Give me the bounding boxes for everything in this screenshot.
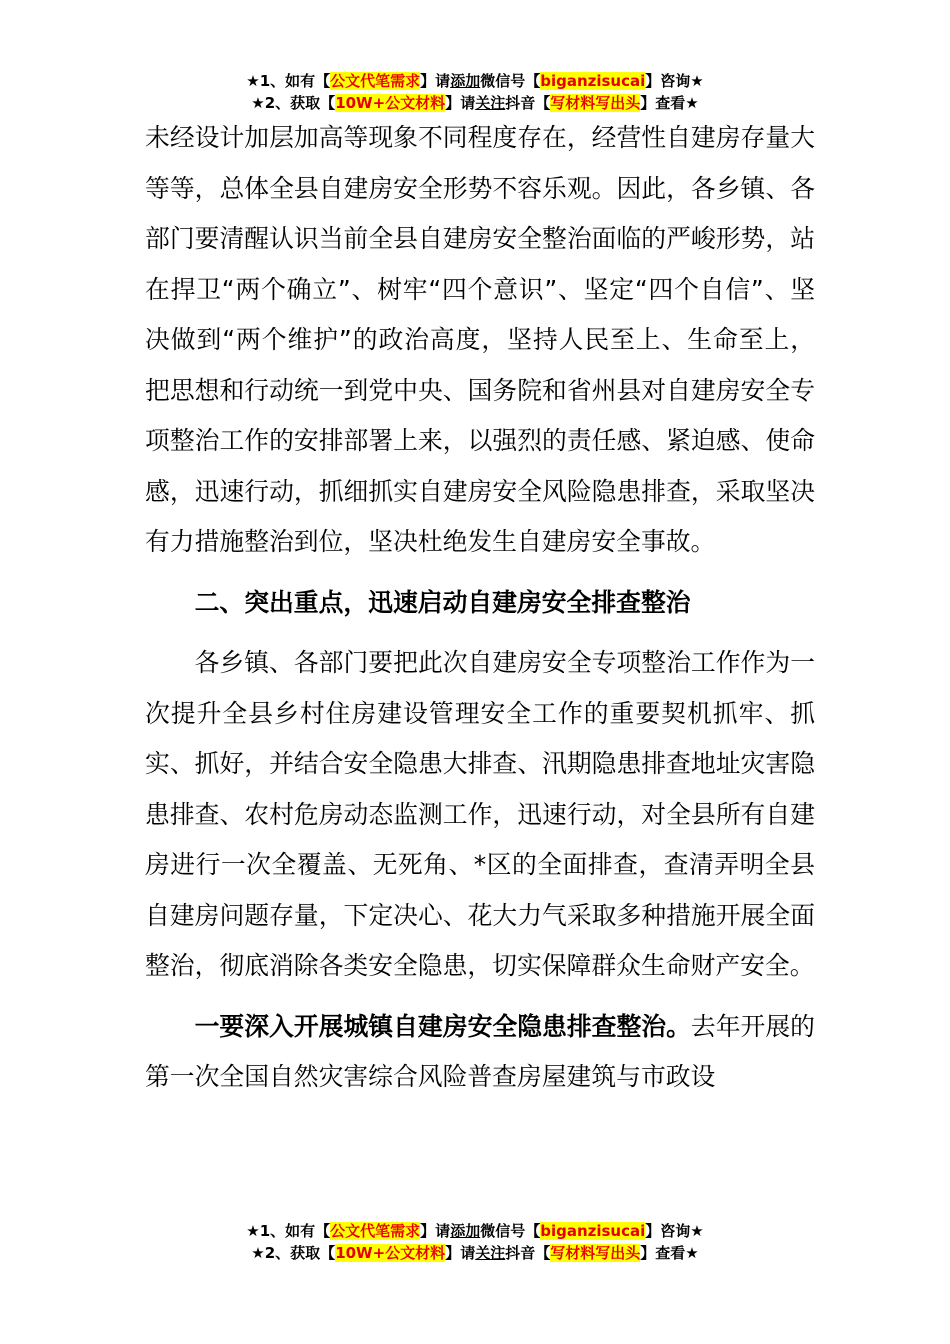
promo-line-2: ★2、获取【10W+公文材料】请关注抖音【写材料写出头】查看★ [251, 1244, 699, 1262]
promo-wechat-id: biganzisucai [540, 72, 646, 90]
paragraph-2: 各乡镇、各部门要把此次自建房安全专项整治工作作为一次提升全县乡村住房建设管理安全工作的重要契机抓牢、抓实、抓好，并结合安全隐患大排查、汛期隐患排查地址灾害隐患排查、农村危房动态监测工作，迅速行动，对全县所有自建房进行一次全覆盖、无死角、*区的全面排查，查清弄明全县自建房问题存量，下定决心、花大力气采取多种措施开展全面整治，彻底消除各类安全隐患，切实保障群众生命财产安全。 [145, 648, 815, 980]
paragraph-3-lead: 一要深入开展城镇自建房安全隐患排查整治。 [194, 1011, 691, 1041]
promo-highlight: 公文代笔需求 [330, 72, 421, 90]
promo-header [0, 70, 950, 114]
promo-line-1: ★1、如有【公文代笔需求】请添加微信号【biganzisucai】咨询★ [246, 72, 704, 90]
promo-footer [0, 1220, 950, 1264]
paragraph-3-text: 去年开展的第一次全国自然灾害综合风险普查房屋建筑与市政设 [145, 1011, 815, 1091]
paragraph-3 [145, 1002, 815, 1103]
section-heading-2: 二、突出重点，迅速启动自建房安全排查整治 [194, 587, 691, 617]
promo-douyin-id: 写材料写出头 [550, 1244, 641, 1262]
document-body [145, 113, 815, 1103]
promo-douyin-id: 写材料写出头 [550, 94, 641, 112]
promo-line-1: ★1、如有【公文代笔需求】请添加微信号【biganzisucai】咨询★ [246, 1222, 704, 1240]
promo-highlight: 公文代笔需求 [330, 1222, 421, 1240]
promo-highlight: 10W+公文材料 [335, 94, 446, 112]
promo-line-2: ★2、获取【10W+公文材料】请关注抖音【写材料写出头】查看★ [251, 94, 699, 112]
paragraph-1: 未经设计加层加高等现象不同程度存在，经营性自建房存量大等等，总体全县自建房安全形势不容乐观。因此，各乡镇、各部门要清醒认识当前全县自建房安全整治面临的严峻形势，站在捍卫“两个确立”、树牢“四个意识”、坚定“四个自信”、坚决做到“两个维护”的政治高度，坚持人民至上、生命至上，把思想和行动统一到党中央、国务院和省州县对自建房安全专项整治工作的安排部署上来，以强烈的责任感、紧迫感、使命感，迅速行动，抓细抓实自建房安全风险隐患排查，采取坚决有力措施整治到位，坚决杜绝发生自建房安全事故。 [145, 123, 815, 556]
promo-highlight: 10W+公文材料 [335, 1244, 446, 1262]
promo-wechat-id: biganzisucai [540, 1222, 646, 1240]
